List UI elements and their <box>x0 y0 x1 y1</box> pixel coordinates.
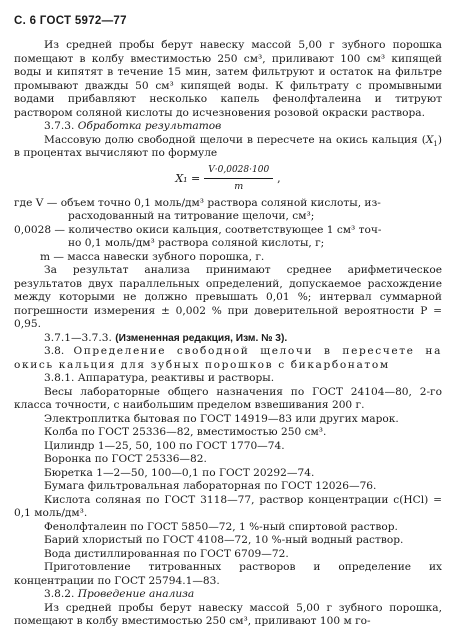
text-part: ) в процентах вычисляют по формуле <box>14 133 442 159</box>
list-item: Кислота соляная по ГОСТ 3118—77, раствор концентрации c(HCl) = 0,1 моль/дм³. <box>14 493 442 519</box>
formula <box>14 162 442 196</box>
amendment-range: 3.7.1—3.7.3. <box>44 331 112 344</box>
section-number: 3.7.3. <box>44 120 75 132</box>
list-item: Воронка по ГОСТ 25336—82. <box>44 453 207 465</box>
paragraph-result: За результат анализа принимают среднее арифметическое результатов двух параллельных определений, допускаемое расхождение между которыми не должно превышать 0,01 %; интервал суммарной погрешности измерения ± 0,002 % при доверительной вероятности P = 0,95. <box>14 264 442 330</box>
list-item: Колба по ГОСТ 25336—82, вместимостью 250 см³. <box>44 426 327 438</box>
definition-v-continued: расходованный на титрование щелочи, см³; <box>68 210 315 222</box>
section-number: 3.8.2. <box>44 588 75 600</box>
list-item: Барий хлористый по ГОСТ 4108—72, 10 %-ный водный раствор. <box>44 534 404 546</box>
list-item: Весы лабораторные общего назначения по ГОСТ 24104—80, 2-го класса точности, с наибольшим пределом взвешивания 200 г. <box>14 385 442 411</box>
list-item: Цилиндр 1—25, 50, 100 по ГОСТ 1770—74. <box>44 439 285 452</box>
list-item: Фенолфталеин по ГОСТ 5850—72, 1 %-ный спиртовой раствор. <box>44 520 398 533</box>
paragraph-analysis: Из средней пробы берут навеску массой 5,00 г зубного порошка, помещают в колбу вместимостью 250 см³, приливают 100 м го- <box>14 601 442 627</box>
formula-fraction <box>204 164 273 194</box>
amendment-label: (Измененная редакция, Изм. № 3). <box>115 332 288 344</box>
formula-end: , <box>277 171 281 185</box>
amendment-note <box>14 332 442 346</box>
list-item: Вода дистиллированная по ГОСТ 6709—72. <box>44 547 289 560</box>
definition-0028-continued: но 0,1 моль/дм³ раствора соляной кислоты, г; <box>68 237 325 249</box>
definition-m: m — масса навески зубного порошка, г. <box>40 250 265 263</box>
formula-lhs: X₁ = <box>175 171 201 185</box>
section-title: Обработка результатов <box>77 120 222 132</box>
definition-lead: где V — объем точно 0,1 моль/дм³ раствора соляной кислоты, из- <box>14 196 381 209</box>
paragraph-formula-intro <box>14 134 442 161</box>
section-3-8-1-heading: 3.8.1. Аппаратура, реактивы и растворы. <box>44 372 275 384</box>
definition-0028: 0,0028 — количество окиси кальция, соответствующее 1 см³ точ- <box>14 223 382 236</box>
list-item: Бумага фильтровальная лабораторная по ГОСТ 12026—76. <box>44 480 377 492</box>
section-3-7-3-heading <box>14 120 442 134</box>
variable-subscript: 1 <box>433 139 438 148</box>
formula-denominator: m <box>234 181 244 192</box>
document-body <box>14 39 442 629</box>
formula-numerator: V·0,0028·100 <box>204 164 273 180</box>
definition-v <box>14 197 442 211</box>
section-title: Проведение анализа <box>77 588 195 600</box>
list-item: Бюретка 1—2—50, 100—0,1 по ГОСТ 20292—74. <box>44 466 315 479</box>
section-3-8-heading <box>14 345 442 372</box>
section-number: 3.8. <box>44 345 65 357</box>
page-header: С. 6 ГОСТ 5972—77 <box>14 15 127 27</box>
paragraph-sample-prep: Из средней пробы берут навеску массой 5,00 г зубного порошка помещают в колбу вместимостью 250 см³, приливают 100 см³ кипящей воды и кипятят в течение 15 мин, затем фильтруют и остаток на фильтре промывают дважды 50 см³ кипящей воды. К фильтрату с промывными водами прибавляют несколько капель фенолфталеина и титруют раствором соляной кислоты до исчезновения розовой окраски раствора. <box>14 39 442 119</box>
section-title: Определение свободной щелочи в пересчете на окись кальция для зубных порошков с бикарбонатом <box>14 345 442 371</box>
text-part: Массовую долю свободной щелочи в пересчете на окись кальция ( <box>44 133 426 146</box>
section-3-8-2-heading <box>14 588 442 602</box>
variable-x: X <box>425 133 434 146</box>
list-item: Электроплитка бытовая по ГОСТ 14919—83 или других марок. <box>44 412 399 425</box>
list-item: Приготовление титрованных растворов и определение их концентрации по ГОСТ 25794.1—83. <box>14 561 442 587</box>
